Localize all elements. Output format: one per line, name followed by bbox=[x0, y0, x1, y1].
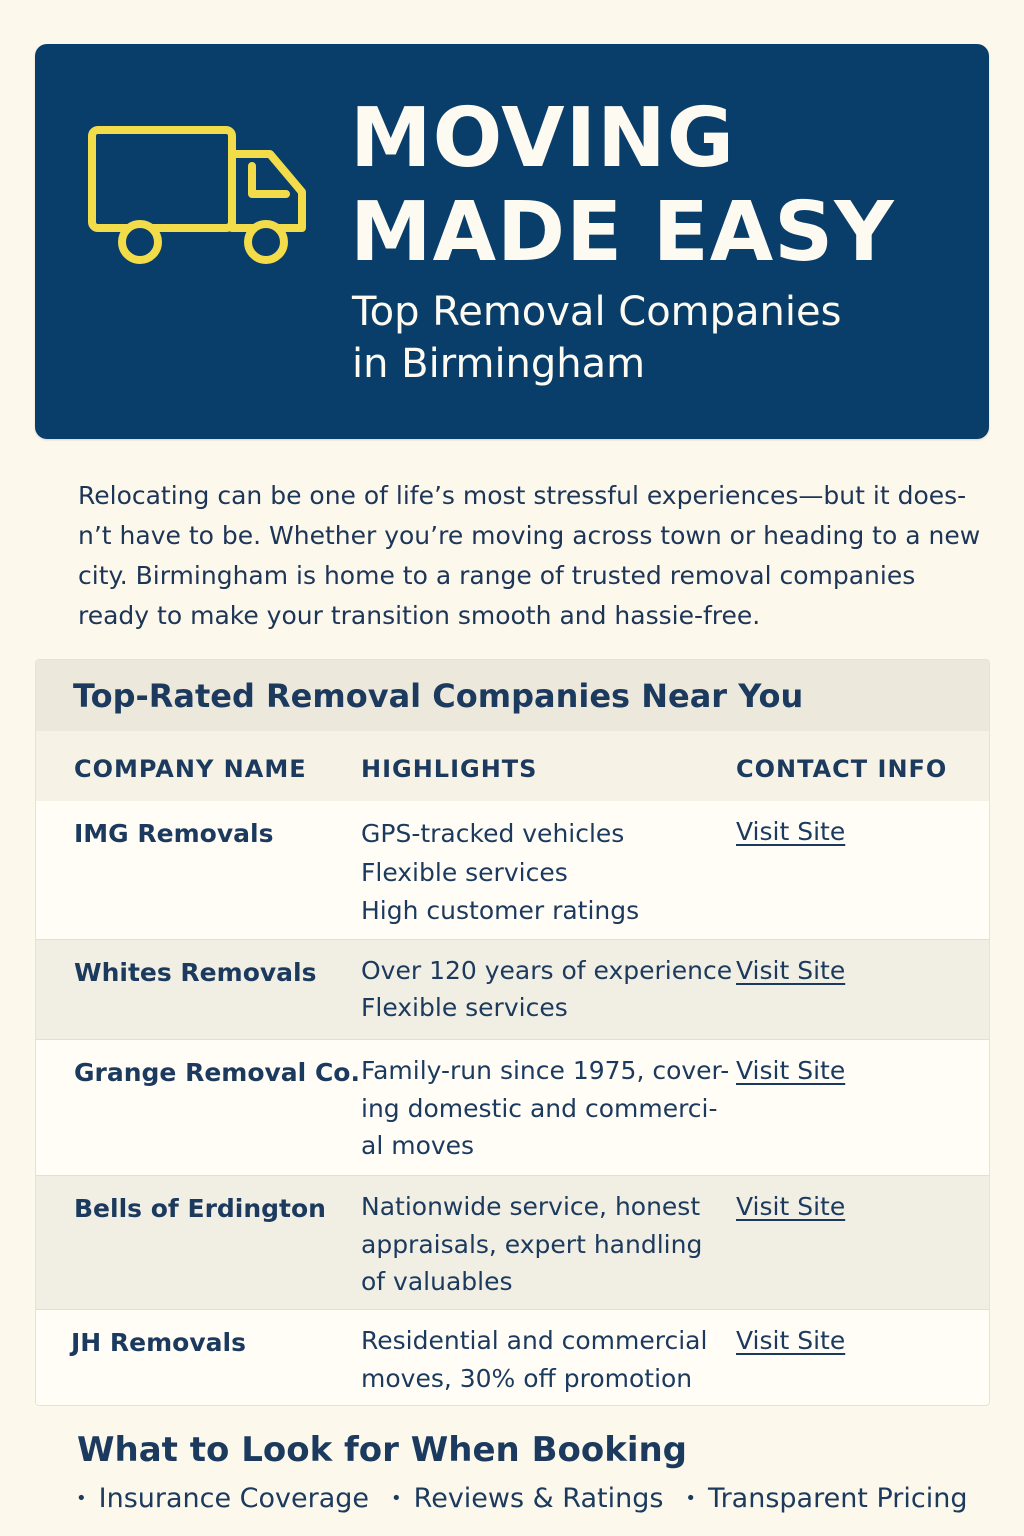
highlight-item: appraisals, expert handling bbox=[361, 1229, 703, 1259]
table-column-headers bbox=[36, 731, 989, 801]
visit-site-link[interactable]: Visit Site bbox=[736, 956, 846, 985]
intro-paragraph bbox=[78, 476, 981, 636]
company-highlights bbox=[361, 815, 726, 931]
intro-line: Relocating can be one of life’s most stressful experiences—but it does- bbox=[78, 481, 967, 510]
hero-subtitle-line-1: Top Removal Companies bbox=[352, 289, 842, 335]
highlight-item: moves, 30% off promotion bbox=[361, 1364, 693, 1393]
booking-tip bbox=[685, 1480, 967, 1518]
booking-tip bbox=[76, 1480, 369, 1518]
booking-tip-label: Insurance Coverage bbox=[98, 1483, 370, 1514]
booking-tip-label: Reviews & Ratings bbox=[413, 1483, 664, 1514]
highlight-item: Family-run since 1975, cover- bbox=[361, 1056, 730, 1085]
table-heading-bar bbox=[36, 660, 989, 731]
hero-subtitle bbox=[352, 286, 952, 390]
highlight-item: Flexible services bbox=[361, 993, 568, 1022]
company-name: Grange Removal Co. bbox=[74, 1058, 360, 1087]
company-highlights bbox=[361, 1322, 726, 1398]
highlight-item: Nationwide service, honest bbox=[361, 1192, 701, 1221]
booking-tips-list bbox=[76, 1480, 990, 1518]
hero-title-line-1: MOVING bbox=[350, 91, 736, 186]
company-name: Bells of Erdington bbox=[74, 1194, 326, 1223]
column-header-highlights: HIGHLIGHTS bbox=[361, 755, 538, 783]
company-highlights bbox=[361, 1052, 730, 1165]
company-highlights bbox=[361, 1188, 726, 1301]
visit-site-link[interactable]: Visit Site bbox=[736, 1056, 846, 1085]
bullet-icon: • bbox=[685, 1488, 697, 1509]
intro-line: city. Birmingham is home to a range of trusted removal companies bbox=[78, 561, 916, 590]
company-name: JH Removals bbox=[71, 1328, 246, 1357]
highlight-item: Over 120 years of experience bbox=[361, 956, 733, 985]
booking-tips-title: What to Look for When Booking bbox=[77, 1430, 688, 1470]
visit-site-link[interactable]: Visit Site bbox=[736, 1192, 846, 1221]
company-name: Whites Removals bbox=[74, 958, 317, 987]
highlight-item: Residential and commercial bbox=[361, 1326, 708, 1355]
hero-title bbox=[350, 92, 895, 280]
highlight-item: High customer ratings bbox=[361, 896, 640, 925]
highlight-item: al moves bbox=[361, 1131, 475, 1160]
hero-title-line-2: MADE EASY bbox=[350, 185, 895, 280]
bullet-icon: • bbox=[76, 1488, 87, 1509]
bullet-icon: • bbox=[391, 1488, 402, 1509]
truck-icon bbox=[80, 118, 320, 278]
column-header-contact: CONTACT INFO bbox=[736, 755, 948, 783]
visit-site-link[interactable]: Visit Site bbox=[736, 1326, 846, 1355]
intro-line: ready to make your transition smooth and hassie-free. bbox=[78, 601, 761, 630]
hero-subtitle-line-2: in Birmingham bbox=[352, 341, 646, 387]
table-heading: Top-Rated Removal Companies Near You bbox=[73, 677, 804, 715]
visit-site-link[interactable]: Visit Site bbox=[736, 817, 846, 846]
highlight-item: Flexible services bbox=[361, 857, 568, 887]
companies-table bbox=[35, 659, 990, 1406]
company-highlights bbox=[361, 952, 733, 1026]
table-row bbox=[36, 1176, 989, 1309]
highlight-item: of valuables bbox=[361, 1267, 513, 1296]
highlight-item: ing domestic and commerci- bbox=[361, 1093, 718, 1123]
company-name: IMG Removals bbox=[74, 819, 274, 848]
table-row bbox=[36, 1040, 989, 1175]
intro-line: n’t have to be. Whether you’re moving across town or heading to a new bbox=[78, 521, 981, 550]
table-row bbox=[36, 801, 989, 939]
column-header-company: COMPANY NAME bbox=[74, 755, 307, 783]
booking-tip-label: Transparent Pricing bbox=[708, 1483, 968, 1514]
booking-tip bbox=[391, 1480, 663, 1518]
highlight-item: GPS-tracked vehicles bbox=[361, 819, 625, 848]
table-row bbox=[36, 1310, 989, 1405]
table-row bbox=[36, 940, 989, 1039]
